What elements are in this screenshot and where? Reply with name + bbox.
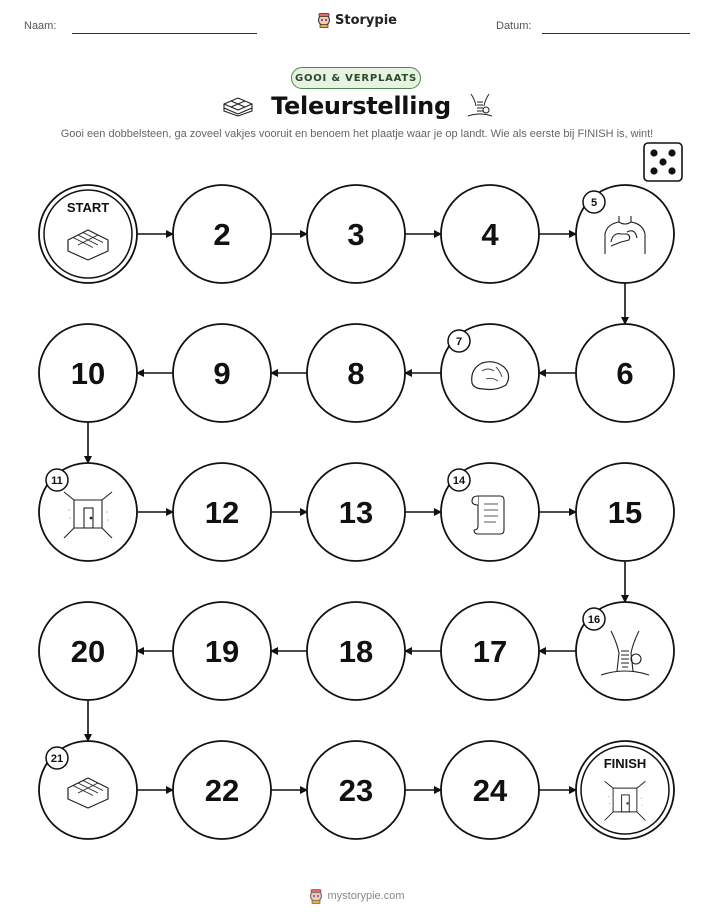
space-number: 8 bbox=[347, 356, 365, 391]
board-space[interactable] bbox=[173, 602, 271, 700]
board-space[interactable] bbox=[441, 324, 539, 422]
space-number: 13 bbox=[338, 495, 374, 530]
instructions: Gooi een dobbelsteen, ga zoveel vakjes vooruit en benoem het plaatje waar je op landt. Wie als eerste bij FINISH is, wint! bbox=[60, 128, 654, 140]
space-number: 17 bbox=[472, 634, 508, 669]
start-space[interactable] bbox=[39, 185, 137, 283]
board-space[interactable] bbox=[441, 185, 539, 283]
space-number: 22 bbox=[204, 773, 240, 808]
space-number: 15 bbox=[607, 495, 643, 530]
page-title: Teleurstelling bbox=[271, 92, 451, 120]
space-label: FINISH bbox=[603, 756, 647, 771]
name-label: Naam: bbox=[24, 20, 57, 32]
board-space[interactable] bbox=[307, 324, 405, 422]
finish-space[interactable] bbox=[576, 741, 674, 839]
board-space[interactable] bbox=[39, 324, 137, 422]
space-number: 20 bbox=[70, 634, 106, 669]
space-number: 10 bbox=[70, 356, 106, 391]
board-space[interactable] bbox=[173, 185, 271, 283]
board-space[interactable] bbox=[576, 602, 674, 700]
space-number: 6 bbox=[616, 356, 634, 391]
board-space[interactable] bbox=[441, 463, 539, 561]
space-number: 18 bbox=[338, 634, 374, 669]
space-number: 23 bbox=[338, 773, 374, 808]
space-number: 12 bbox=[204, 495, 240, 530]
brand-name: Storypie bbox=[335, 12, 397, 28]
space-number: 11 bbox=[51, 475, 63, 487]
board-space[interactable] bbox=[39, 741, 137, 839]
activity-badge: GOOI & VERPLAATS bbox=[291, 67, 421, 89]
board-space[interactable] bbox=[39, 602, 137, 700]
space-number: 7 bbox=[455, 336, 463, 348]
space-number: 4 bbox=[481, 217, 499, 252]
footer-url[interactable]: mystorypie.com bbox=[327, 890, 405, 902]
board-space[interactable] bbox=[441, 602, 539, 700]
footer bbox=[0, 888, 714, 909]
board-space[interactable] bbox=[307, 741, 405, 839]
date-label: Datum: bbox=[496, 20, 532, 32]
board-space[interactable] bbox=[576, 324, 674, 422]
board-space[interactable] bbox=[576, 463, 674, 561]
space-number: 24 bbox=[472, 773, 508, 808]
storypie-mascot-icon bbox=[309, 888, 323, 904]
space-number: 21 bbox=[50, 753, 64, 765]
space-label: START bbox=[66, 200, 110, 215]
rock-icon bbox=[472, 362, 509, 390]
board-space[interactable] bbox=[307, 602, 405, 700]
space-number: 19 bbox=[204, 634, 240, 669]
space-number: 14 bbox=[452, 475, 466, 487]
space-number: 3 bbox=[347, 217, 365, 252]
board-space[interactable] bbox=[307, 463, 405, 561]
space-number: 16 bbox=[587, 614, 601, 626]
board-space[interactable] bbox=[173, 324, 271, 422]
space-number: 2 bbox=[213, 217, 231, 252]
board-space[interactable] bbox=[39, 463, 137, 561]
board-space[interactable] bbox=[441, 741, 539, 839]
board-space[interactable] bbox=[173, 463, 271, 561]
space-number: 9 bbox=[213, 356, 231, 391]
board-space[interactable] bbox=[307, 185, 405, 283]
space-number: 5 bbox=[590, 197, 598, 209]
board-space[interactable] bbox=[173, 741, 271, 839]
board-space[interactable] bbox=[576, 185, 674, 283]
